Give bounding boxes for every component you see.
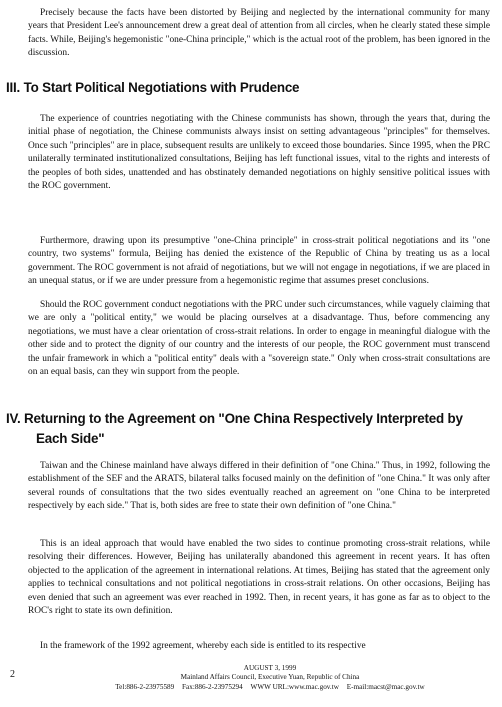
footer-date: AUGUST 3, 1999: [243, 664, 297, 672]
heading-section-4-line-2: Each Side": [36, 431, 105, 446]
footer-contacts: [80, 683, 460, 692]
paragraph-ideal-approach: This is an ideal approach that would have enabled the two sides to continue promoting cross-strait relations, while resolving their differences. However, Beijing has unilaterally abandoned this agreement in recent years. It has often objected to the application of the agreement in international relations. At times, Beijing has stated that the agreement only applies to technical consultations and not political negotiations in cross-strait relations. On other occasions, Beijing has even denied that such an agreement was ever reached in 1992. Then, in recent years, it has gone as far as to object to the ROC's right to state its own definition.: [28, 539, 490, 617]
paragraph-1992-agreement: Taiwan and the Chinese mainland have always differed in their definition of "one China." Thus, in 1992, following the establishment of the SEF and the ARATS, bilateral talks focused mainly on the definition of "one China." It was only after several rounds of consultations that the two sides eventually reached an agreement on "one China to be interpreted respectively by each side." That is, both sides are free to state their own definition of "one China.": [28, 461, 490, 512]
heading-section-4: [6, 409, 498, 449]
paragraph-negotiation-experience: The experience of countries negotiating with the Chinese communists has shown, through the years that, during the initial phase of negotiation, the Chinese communists always insist on setting advantageous "principles" for themselves. Once such "principles" are in place, subsequent results are unlikely to exceed those boundaries. Since 1995, when the PRC unilaterally terminated institutionalized consultations, Beijing has left functional issues, vital to the rights and interests of the peoples of both sides, unattended and has obstinately demanded negotiations on highly sensitive political issues with the ROC government.: [28, 114, 490, 192]
paragraph-framework-continued: In the framework of the 1992 agreement, whereby each side is entitled to its respective: [40, 641, 366, 651]
footer-email-link[interactable]: E-mail:macst@mac.gov.tw: [346, 682, 425, 691]
paragraph-intro: Precisely because the facts have been distorted by Beijing and neglected by the international community for many years that President Lee's announcement drew a great deal of attention from all circles, when he clearly stated these simple facts. While, Beijing's hegemonistic "one-China principle," which is the actual root of the problem, has been ignored in the discussion.: [28, 8, 490, 59]
paragraph-roc-negotiations: Should the ROC government conduct negotiations with the PRC under such circumstances, while vaguely claiming that we are only a "political entity," we would be placing ourselves at a disadvantage. Thus, before commencing any negotiations, we must have a clear orientation of cross-strait relations. In order to engage in meaningful dialogue with the other side and to protect the dignity of our country and the interests of our people, the ROC government must transcend the unfair framework in which a "political entity" deals with a "sovereign state." Only when cross-strait consultations are on an equal basis, can they win support from the people.: [28, 300, 490, 378]
footer-agency: Mainland Affairs Council, Executive Yuan, Republic of China: [180, 673, 360, 682]
page-footer: [80, 664, 460, 692]
page-number: 2: [10, 669, 15, 680]
footer-fax: Fax:886-2-23975294: [182, 682, 243, 691]
paragraph-one-china-principle: Furthermore, drawing upon its presumptive "one-China principle" in cross-strait political negotiations and its "one country, two systems" formula, Beijing has denied the existence of the Republic of China by treating us as a local government. The ROC government is not afraid of negotiations, but we will not engage in negotiations, if we are placed in an unequal status, or if we are under pressure from a hegemonistic regime that assumes preset conclusions.: [28, 236, 490, 287]
footer-website-link[interactable]: WWW URL:www.mac.gov.tw: [250, 682, 339, 691]
heading-section-4-line-1: IV. Returning to the Agreement on "One China Respectively Interpreted by: [6, 411, 463, 426]
heading-section-3: III. To Start Political Negotiations with Prudence: [6, 80, 300, 95]
footer-tel: Tel:886-2-23975589: [115, 682, 175, 691]
